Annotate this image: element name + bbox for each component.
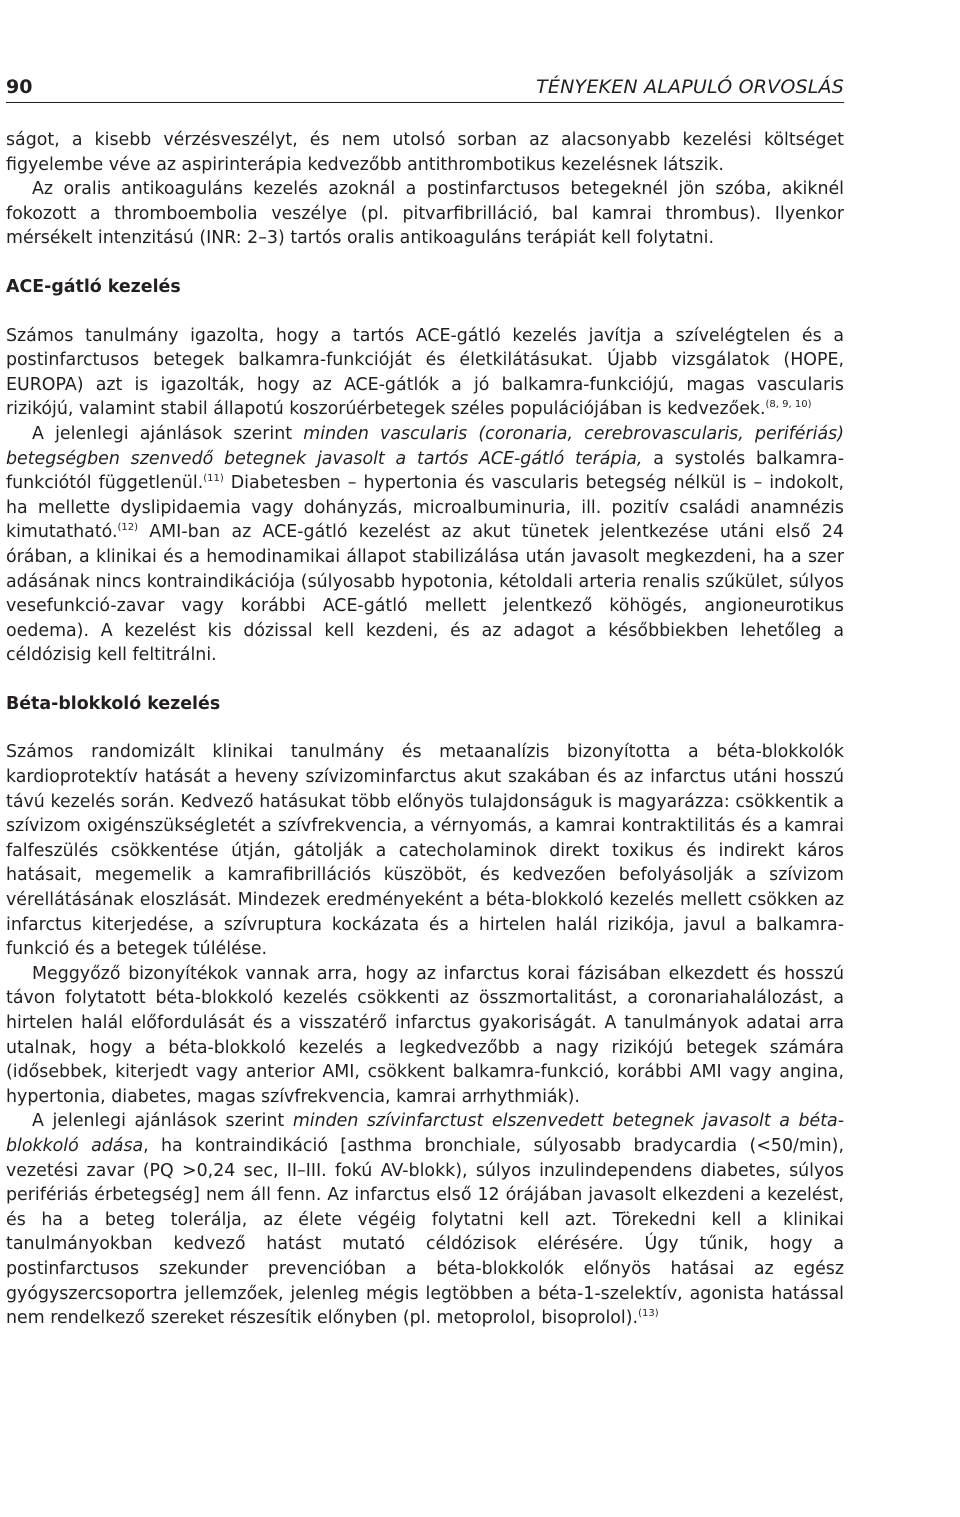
beta-paragraph-3 xyxy=(6,1109,844,1330)
beta-paragraph-1: Számos randomizált klinikai tanulmány és metaanalízis bizonyította a béta-blokkolók kardioprotektív hatását a heveny szívizominfarctus akut szakában és az infarctus utáni hosszú távú kezelés során. Kedvező hatásukat több előnyös tulajdonságuk is magyarázza: csökkentik a szívizom oxigénszükségletét a szívfrekvencia, a vérnyomás, a kamrai kontraktilitás és a kamrai falfeszülés csökkentése útján, gátolják a catecholaminok direkt toxikus és indirekt káros hatásait, megemelik a kamrafibrillációs küszöböt, és kedvezően befolyásolják a szívizom vérellátásának eloszlását. Mindezek eredményeként a béta-blokkoló kezelés mellett csökken az infarctus kiterjedése, a szívruptura kockázata és a hirtelen halál rizikója, javul a balkamra-funkció és a betegek túlélése. xyxy=(6,742,844,960)
section-heading-ace: ACE-gátló kezelés xyxy=(6,276,181,297)
ace-p1-text: Számos tanulmány igazolta, hogy a tartós ACE-gátló kezelés javítja a szívelégtelen és a postinfarctusos betegek balkamra-funkcióját és életkilátásukat. Újabb vizsgálatok (HOPE, EUROPA) azt is igazolták, hogy az ACE-gátlók a jó balkamra-funkciójú, magas vascularis rizikójú, valamint stabil állapotú koszorúérbetegek széles populációjában is kedvezőek. xyxy=(6,325,844,420)
ace-p2-text-c: Diabetesben – hypertonia és vascularis betegség nélkül is – indokolt, ha mellette dyslipidaemia vagy dohányzás, microalbuminuria, ill. pozitív családi anamnézis kimutatható. xyxy=(6,473,844,543)
beta-p3-text-a: A jelenlegi ajánlások szerint xyxy=(32,1111,293,1132)
beta-paragraph-2: Meggyőző bizonyítékok vannak arra, hogy az infarctus korai fázisában elkezdett és hosszú távon folytatott béta-blokkoló kezelés csökkenti az összmortalitást, a coronariahalálozást, a hirtelen halál előfordulását és a visszatérő infarctus gyakoriságát. A tanulmányok adatai arra utalnak, hogy a béta-blokkoló kezelés a legkedvezőbb a nagy rizikójú betegek számára (idősebbek, kiterjedt vagy anterior AMI, csökkent balkamra-funkció, korábbi AMI vagy angina, hypertonia, diabetes, magas szívfrekvencia, kamrai arrhythmiák). xyxy=(6,963,844,1107)
section-heading-beta: Béta-blokkoló kezelés xyxy=(6,693,221,714)
beta-p3-text-b: , ha kontraindikáció [asthma bronchiale, súlyosabb bradycardia (<50/min), vezetési zavar (PQ >0,24 sec, II–III. fokú AV-blokk), súlyos inzulindependens diabetes, súlyos perifériás érbetegség] nem áll fenn. Az infarctus első 12 órájában javasolt elkezdeni a kezelést, és ha a beteg tolerálja, az élete végéig folytatni kell azt. Törekedni kell a klinikai tanulmányokban kedvező hatást mutató céldózisok elérésére. Úgy tűnik, hogy a postinfarctusos szekunder prevencióban a béta-blokkolók előnyös hatásai az egész gyógyszercsoportra jellemzőek, jelenleg mégis legtöbben a béta-1-szelektív, agonista hatással nem rendelkező szereket részesítik előnyben (pl. metoprolol, bisoprolol). xyxy=(6,1135,844,1329)
ace-p2-emphasis: minden vascularis (coronaria, cerebrovascularis, perifériás) betegségben szenvedő betegnek javasolt a tartós ACE-gátló terápia, xyxy=(6,423,844,469)
beta-p3-emphasis: minden szívinfarctust elszenvedett betegnek javasolt a béta-blokkoló adása xyxy=(6,1111,844,1156)
ace-paragraph-1 xyxy=(6,324,844,422)
ace-paragraph-2 xyxy=(6,422,844,668)
ace-p2-text-a: A jelenlegi ajánlások szerint xyxy=(32,423,304,444)
article-body xyxy=(6,128,844,1331)
citation-ref: (11) xyxy=(203,473,224,485)
running-title: TÉNYEKEN ALAPULÓ ORVOSLÁS xyxy=(536,76,844,98)
page-header xyxy=(6,72,844,103)
citation-ref: (13) xyxy=(638,1308,659,1320)
intro-paragraph-anticoagulant: Az oralis antikoaguláns kezelés azoknál a postinfarctusos betegeknél jön szóba, akiknél fokozott a thromboembolia veszélye (pl. pitvarfibrilláció, bal kamrai thrombus). Ilyenkor mérsékelt intenzitású (INR: 2–3) tartós oralis antikoaguláns terápiát kell folytatni. xyxy=(6,179,844,249)
page-number: 90 xyxy=(6,76,33,98)
citation-ref: (12) xyxy=(117,522,139,534)
ace-p2-text-d: AMI-ban az ACE-gátló kezelést az akut tünetek jelentkezése utáni első 24 órában, a klinikai és a hemodinamikai állapot stabilizálása után javasolt megkezdeni, ha a szer adásának nincs kontraindikációja (súlyosabb hypotonia, kétoldali arteria renalis szűkület, súlyos vesefunkció-zavar vagy korábbi ACE-gátló mellett jelentkező köhögés, angioneurotikus oedema). A kezelést kis dózissal kell kezdeni, és az adagot a későbbiekben lehetőleg a céldózisig kell feltitrálni. xyxy=(6,522,844,666)
ace-p2-text-b: a systolés balkamra-funkciótól függetlenül. xyxy=(6,448,844,494)
intro-paragraph-continued: ságot, a kisebb vérzésveszélyt, és nem utolsó sorban az alacsonyabb kezelési költséget figyelembe véve az aspirinterápia kedvezőbb antithrombotikus kezelésnek látszik. xyxy=(6,130,844,175)
citation-ref: (8, 9, 10) xyxy=(765,399,812,411)
